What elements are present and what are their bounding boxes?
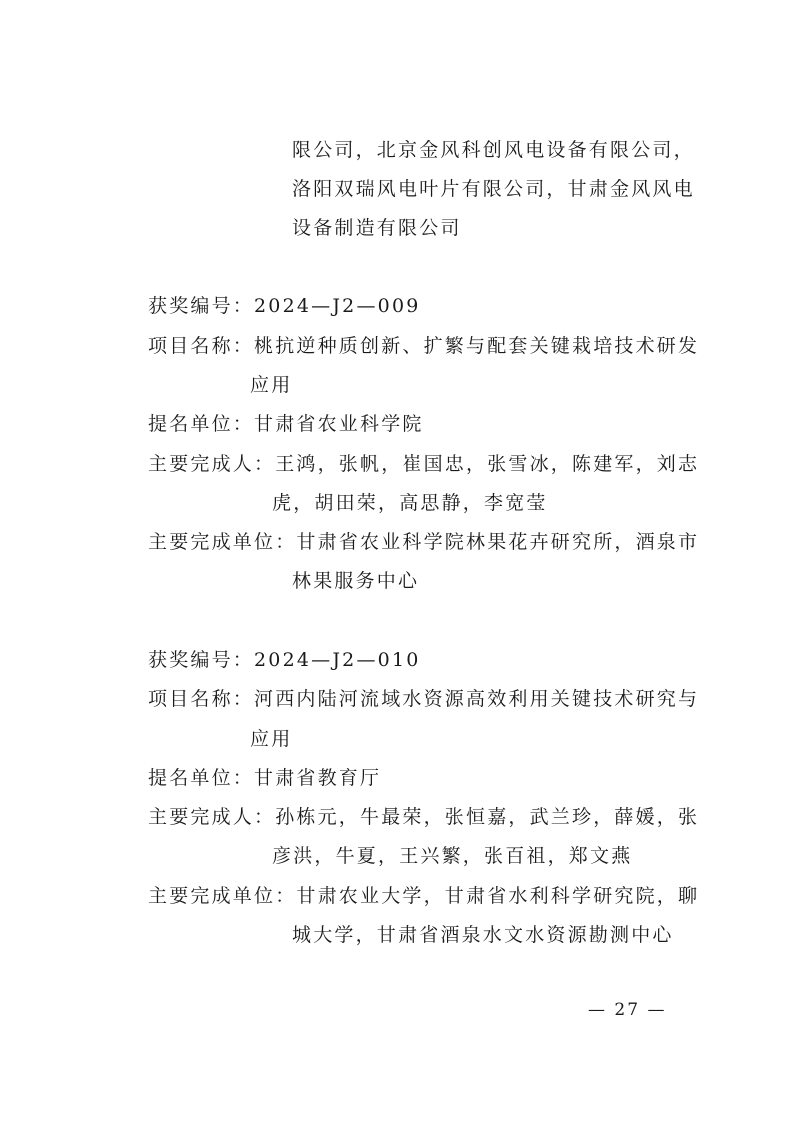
nominating-unit: 提名单位：甘肃省农业科学院: [148, 413, 424, 435]
nominating-unit: 提名单位：甘肃省教育厅: [148, 767, 382, 789]
page-number: — 27 —: [588, 1000, 667, 1020]
main-persons: 主要完成人：王鸿，张帆，崔国忠，张雪冰，陈建军，刘志: [148, 453, 700, 475]
main-units-continuation: 城大学，甘肃省酒泉水文水资源勘测中心: [292, 924, 674, 946]
main-units-continuation: 林果服务中心: [292, 570, 420, 592]
continuation-line-2: 洛阳双瑞风电叶片有限公司，甘肃金风风电: [292, 178, 695, 200]
main-persons-continuation: 彦洪，牛夏，王兴繁，张百祖，郑文燕: [272, 845, 633, 867]
award-number: 获奖编号：2024—J2—009: [148, 295, 421, 317]
continuation-line-1: 限公司，北京金风科创风电设备有限公司，: [292, 139, 695, 161]
continuation-line-3: 设备制造有限公司: [292, 217, 462, 239]
project-name-continuation: 应用: [250, 374, 293, 396]
award-number: 获奖编号：2024—J2—010: [148, 649, 421, 671]
main-persons-continuation: 虎，胡田荣，高思静，李宽莹: [272, 492, 548, 514]
project-name: 项目名称：河西内陆河流域水资源高效利用关键技术研究与: [148, 688, 700, 710]
main-persons: 主要完成人：孙栋元，牛最荣，张恒嘉，武兰珍，薛媛，张: [148, 806, 700, 828]
main-units: 主要完成单位：甘肃省农业科学院林果花卉研究所，酒泉市: [148, 531, 700, 553]
main-units: 主要完成单位：甘肃农业大学，甘肃省水利科学研究院，聊: [148, 885, 700, 907]
project-name: 项目名称：桃抗逆种质创新、扩繁与配套关键栽培技术研发: [148, 335, 700, 357]
project-name-continuation: 应用: [250, 728, 293, 750]
